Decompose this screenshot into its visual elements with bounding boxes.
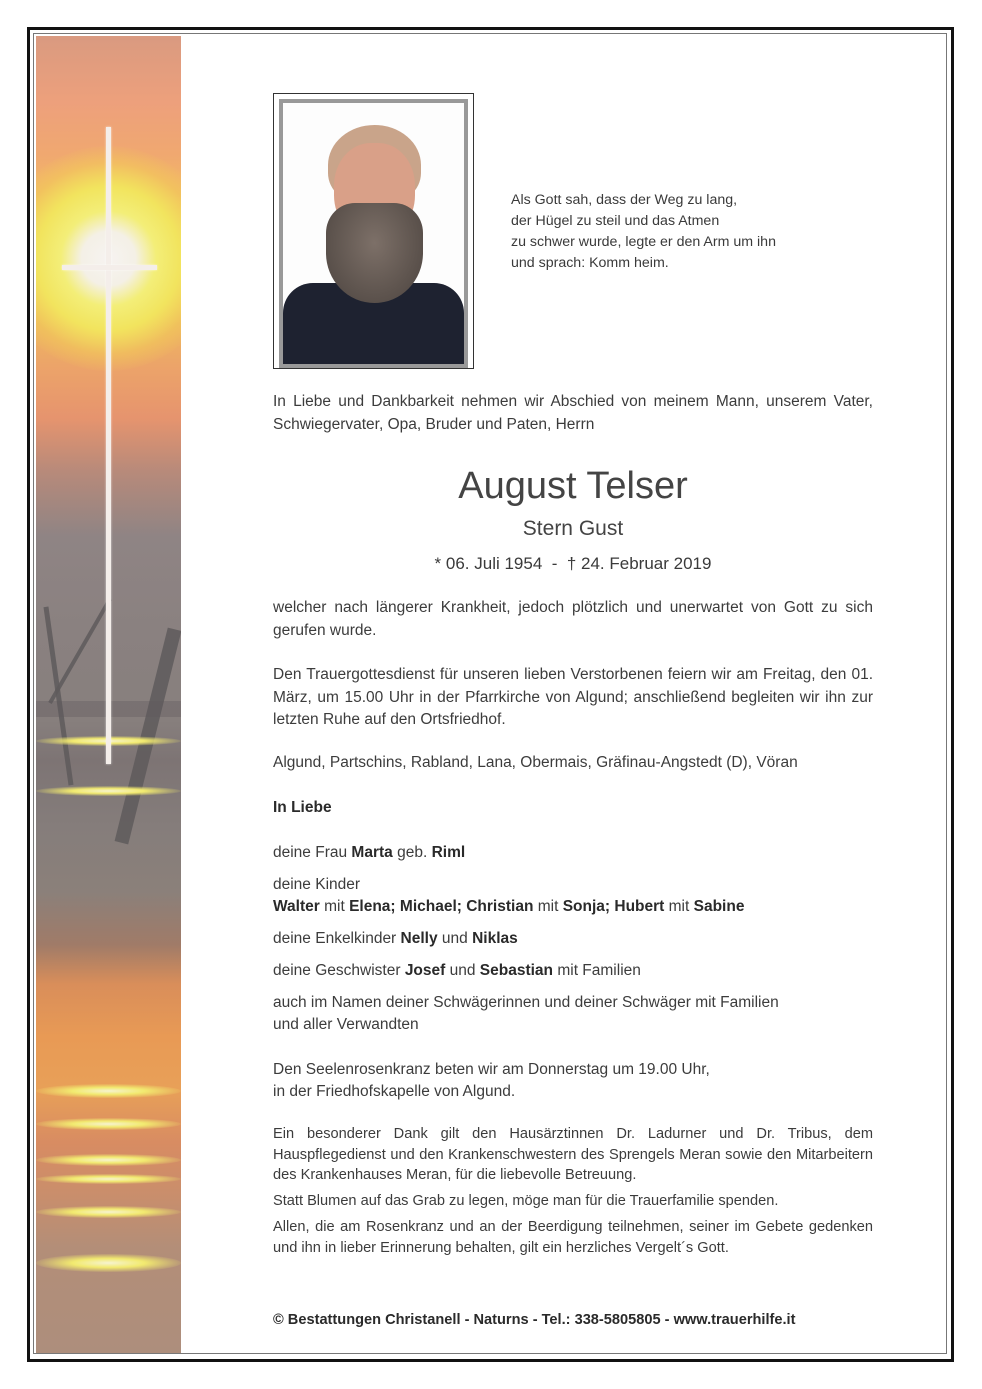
sibling-name: Sebastian xyxy=(479,962,554,979)
children-list xyxy=(273,896,873,919)
children-label: deine Kinder xyxy=(273,876,361,893)
places-text: Algund, Partschins, Rabland, Lana, Obermais, Gräfinau-Angstedt (D), Vöran xyxy=(273,754,798,771)
child-sep: mit xyxy=(533,898,563,915)
in-love-heading: In Liebe xyxy=(273,799,332,816)
poem-line: zu schwer wurde, legte er den Arm um ihn xyxy=(511,234,776,250)
water-reflection xyxy=(36,786,181,796)
grandchild-name: Nelly xyxy=(400,930,438,947)
siblings-prefix: deine Geschwister xyxy=(273,962,405,979)
deceased-name: August Telser xyxy=(458,465,688,507)
family-wife xyxy=(273,842,873,865)
family-siblings xyxy=(273,960,873,983)
funeral-home-footer: © Bestattungen Christanell - Naturns - Tel.: 338-5805805 - www.trauerhilfe.it xyxy=(273,1312,796,1328)
photo-beard xyxy=(326,203,423,303)
tree-silhouette xyxy=(48,598,111,704)
child-name: Hubert xyxy=(614,898,665,915)
child-name: Elena; xyxy=(349,898,396,915)
poem-line: Als Gott sah, dass der Weg zu lang, xyxy=(511,192,738,208)
water-reflection xyxy=(36,1254,181,1272)
grandchildren-prefix: deine Enkelkinder xyxy=(273,930,401,947)
child-name: Michael; xyxy=(399,898,462,915)
tree-silhouette xyxy=(43,607,73,786)
flowers-text: Statt Blumen auf das Grab zu legen, möge man für die Trauerfamilie spenden. xyxy=(273,1193,779,1209)
siblings-suffix: mit Familien xyxy=(553,962,641,979)
grandchild-name: Niklas xyxy=(472,930,518,947)
wife-prefix: deine Frau xyxy=(273,844,352,861)
deceased-nickname: Stern Gust xyxy=(522,517,624,540)
poem-line: und sprach: Komm heim. xyxy=(511,255,669,271)
thanks-text: Ein besonderer Dank gilt den Hausärztinnen Dr. Ladurner und Dr. Tribus, dem Hauspflegedienst und den Krankenschwestern des Sprengels Meran sowie den Mitarbeitern des Krankenhauses Meran, für die liebevolle Betreuung. xyxy=(273,1126,873,1183)
closing-text: Allen, die am Rosenkranz und an der Beerdigung teilnehmen, seiner im Gebete gedenken und ihn in lieber Erinnerung behalten, gilt ein herzliches Vergelt´s Gott. xyxy=(273,1219,873,1256)
child-name: Sabine xyxy=(693,898,745,915)
child-name: Sonja; xyxy=(562,898,611,915)
water-reflection xyxy=(36,1118,181,1130)
water-reflection xyxy=(36,1206,181,1218)
in-law-line-2: und aller Verwandten xyxy=(273,1016,419,1033)
family-grandchildren xyxy=(273,928,873,951)
cross-icon-bar xyxy=(62,265,157,270)
poem xyxy=(511,190,841,274)
portrait-photo xyxy=(279,99,468,368)
child-sep: mit xyxy=(319,898,350,915)
water-reflection xyxy=(36,1174,181,1184)
wife-maiden-name: Riml xyxy=(431,844,466,861)
cross-icon xyxy=(106,127,111,764)
sibling-name: Josef xyxy=(404,962,446,979)
grandchildren-mid: und xyxy=(437,930,473,947)
sunset-side-image xyxy=(36,36,181,1353)
child-sep: mit xyxy=(664,898,694,915)
wife-mid: geb. xyxy=(392,844,432,861)
poem-line: der Hügel zu steil und das Atmen xyxy=(511,213,720,229)
child-name: Christian xyxy=(466,898,534,915)
service-text: Den Trauergottesdienst für unseren lieben Verstorbenen feiern wir am Freitag, den 01. März, um 15.00 Uhr in der Pfarrkirche von Algund; anschließend begleiten wir ihn zur letzten Ruhe auf den Ortsfriedhof. xyxy=(273,666,873,728)
portrait-photo-frame xyxy=(273,93,474,369)
child-name: Walter xyxy=(273,898,320,915)
passing-text: welcher nach längerer Krankheit, jedoch plötzlich und unerwartet von Gott zu sich gerufen wurde. xyxy=(273,599,873,639)
in-law-line-1: auch im Namen deiner Schwägerinnen und deiner Schwäger mit Familien xyxy=(273,994,779,1011)
rosary-line-1: Den Seelenrosenkranz beten wir am Donnerstag um 19.00 Uhr, xyxy=(273,1061,710,1078)
rosary-line-2: in der Friedhofskapelle von Algund. xyxy=(273,1083,516,1100)
intro-text: In Liebe und Dankbarkeit nehmen wir Abschied von meinem Mann, unserem Vater, Schwiegervater, Opa, Bruder und Paten, Herrn xyxy=(273,393,873,433)
water-reflection xyxy=(36,1154,181,1166)
water-reflection xyxy=(36,1084,181,1098)
siblings-mid: und xyxy=(445,962,480,979)
wife-name: Marta xyxy=(351,844,393,861)
life-dates: * 06. Juli 1954 - † 24. Februar 2019 xyxy=(434,554,712,573)
